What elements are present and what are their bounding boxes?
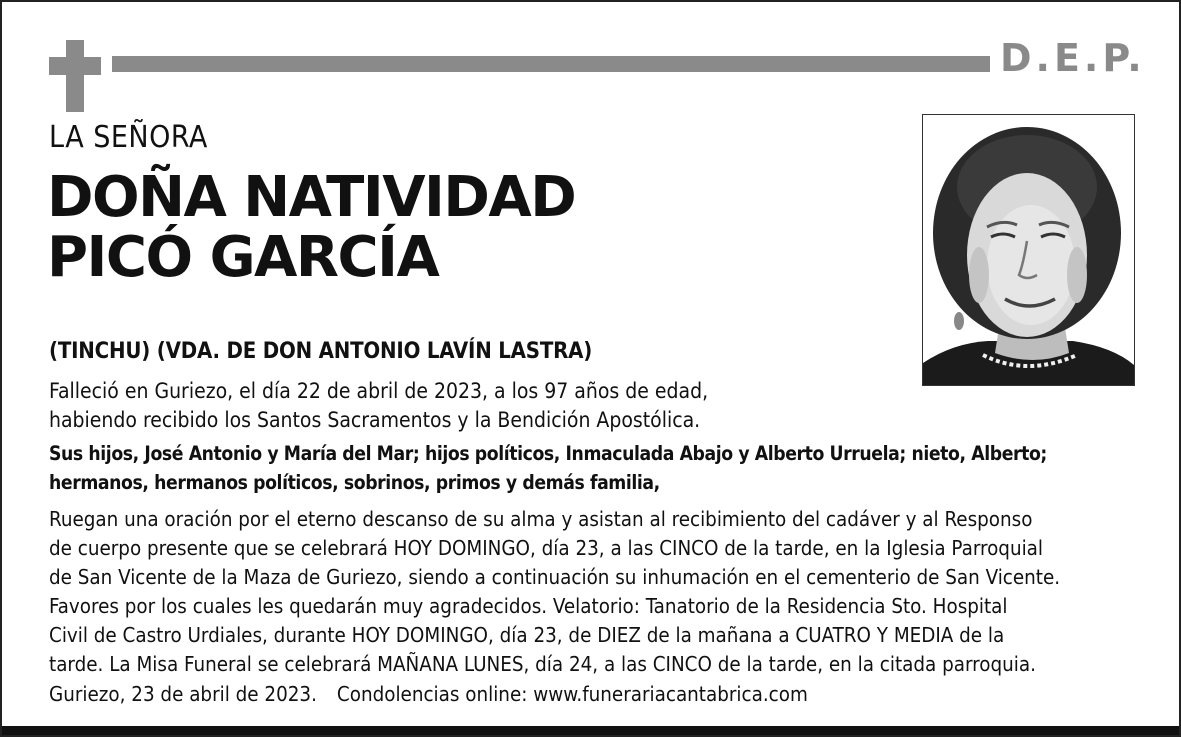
death-info [49, 377, 708, 435]
cross-icon [49, 40, 101, 112]
dep-label: D.E.P. [1000, 36, 1146, 80]
death-info-line-1: Falleció en Guriezo, el día 22 de abril de 2023, a los 97 años de edad, [49, 379, 709, 403]
place-date: Guriezo, 23 de abril de 2023. [49, 682, 317, 706]
family-paragraph [49, 439, 1047, 497]
request-line: Ruegan una oración por el eterno descanso de su alma y asistan al recibimiento del cadáver y al Responso [49, 507, 1033, 531]
condolences-link[interactable]: Condolencias online: www.funerariacantabrica.com [336, 682, 808, 706]
footer-line [49, 680, 808, 709]
death-info-line-2: habiendo recibido los Santos Sacramentos y la Bendición Apostólica. [49, 408, 701, 432]
alias-line: (TINCHU) (VDA. DE DON ANTONIO LAVÍN LASTRA) [49, 339, 593, 364]
deceased-name [47, 165, 576, 290]
request-paragraph [49, 505, 1060, 679]
request-line: Favores por los cuales les quedarán muy agradecidos. Velatorio: Tanatorio de la Residencia Sto. Hospital [49, 594, 1008, 618]
bottom-rule [2, 726, 1179, 735]
request-line: tarde. La Misa Funeral se celebrará MAÑANA LUNES, día 24, a las CINCO de la tarde, en la citada parroquia. [49, 652, 1036, 676]
portrait-photo [922, 114, 1135, 386]
name-line-1: DOÑA NATIVIDAD [47, 165, 576, 230]
name-line-2: PICÓ GARCÍA [47, 225, 439, 290]
family-line-2: hermanos, hermanos políticos, sobrinos, primos y demás familia, [49, 471, 660, 494]
portrait-image [923, 115, 1134, 385]
request-line: Civil de Castro Urdiales, durante HOY DOMINGO, día 23, de DIEZ de la mañana a CUATRO Y MEDIA de la [49, 623, 1005, 647]
header-rule [112, 56, 990, 72]
request-line: de San Vicente de la Maza de Guriezo, siendo a continuación su inhumación en el cementerio de San Vicente. [49, 565, 1061, 589]
request-line: de cuerpo presente que se celebrará HOY DOMINGO, día 23, a las CINCO de la tarde, en la Iglesia Parroquial [49, 536, 1044, 560]
family-line-1: Sus hijos, José Antonio y María del Mar; hijos políticos, Inmaculada Abajo y Alberto Urruela; nieto, Alberto; [49, 442, 1047, 465]
honorific: LA SEÑORA [49, 120, 208, 155]
